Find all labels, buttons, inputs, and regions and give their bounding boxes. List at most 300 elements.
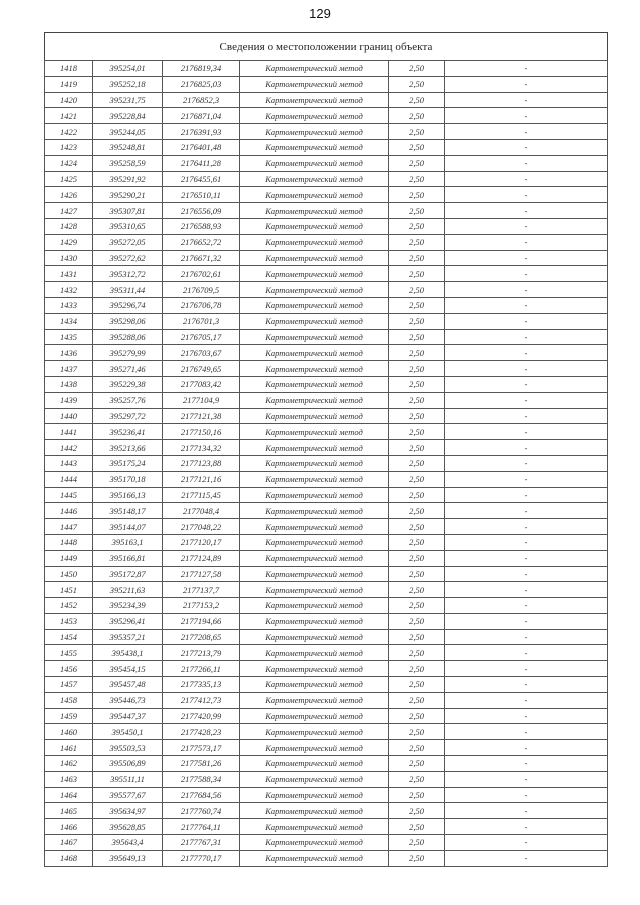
y-coordinate-cell: 2177335,13: [163, 677, 240, 693]
accuracy-cell: 2,50: [389, 440, 445, 456]
method-cell: Картометрический метод: [240, 803, 389, 819]
accuracy-cell: 2,50: [389, 361, 445, 377]
table-row: [45, 850, 608, 866]
description-cell: -: [445, 850, 608, 866]
point-number-cell: 1443: [45, 455, 93, 471]
accuracy-cell: 2,50: [389, 819, 445, 835]
accuracy-cell: 2,50: [389, 534, 445, 550]
method-cell: Картометрический метод: [240, 550, 389, 566]
point-number-cell: 1463: [45, 771, 93, 787]
method-cell: Картометрический метод: [240, 645, 389, 661]
point-number-cell: 1425: [45, 171, 93, 187]
x-coordinate-cell: 395296,41: [93, 613, 163, 629]
description-cell: -: [445, 313, 608, 329]
table-row: [45, 613, 608, 629]
method-cell: Картометрический метод: [240, 629, 389, 645]
point-number-cell: 1420: [45, 92, 93, 108]
y-coordinate-cell: 2177764,11: [163, 819, 240, 835]
y-coordinate-cell: 2177137,7: [163, 582, 240, 598]
table-row: [45, 203, 608, 219]
y-coordinate-cell: 2177412,73: [163, 692, 240, 708]
method-cell: Картометрический метод: [240, 598, 389, 614]
accuracy-cell: 2,50: [389, 835, 445, 851]
method-cell: Картометрический метод: [240, 124, 389, 140]
accuracy-cell: 2,50: [389, 92, 445, 108]
description-cell: -: [445, 266, 608, 282]
method-cell: Картометрический метод: [240, 218, 389, 234]
description-cell: -: [445, 740, 608, 756]
method-cell: Картометрический метод: [240, 408, 389, 424]
description-cell: -: [445, 92, 608, 108]
y-coordinate-cell: 2177123,88: [163, 455, 240, 471]
description-cell: -: [445, 61, 608, 77]
method-cell: Картометрический метод: [240, 61, 389, 77]
y-coordinate-cell: 2176701,3: [163, 313, 240, 329]
description-cell: -: [445, 629, 608, 645]
y-coordinate-cell: 2176706,78: [163, 297, 240, 313]
point-number-cell: 1453: [45, 613, 93, 629]
x-coordinate-cell: 395248,81: [93, 139, 163, 155]
description-cell: -: [445, 297, 608, 313]
description-cell: -: [445, 218, 608, 234]
y-coordinate-cell: 2177104,9: [163, 392, 240, 408]
x-coordinate-cell: 395213,66: [93, 440, 163, 456]
table-row: [45, 692, 608, 708]
y-coordinate-cell: 2177194,66: [163, 613, 240, 629]
x-coordinate-cell: 395457,48: [93, 677, 163, 693]
description-cell: -: [445, 550, 608, 566]
table-row: [45, 250, 608, 266]
method-cell: Картометрический метод: [240, 756, 389, 772]
table-row: [45, 61, 608, 77]
point-number-cell: 1428: [45, 218, 93, 234]
point-number-cell: 1437: [45, 361, 93, 377]
accuracy-cell: 2,50: [389, 408, 445, 424]
y-coordinate-cell: 2177573,17: [163, 740, 240, 756]
x-coordinate-cell: 395271,46: [93, 361, 163, 377]
boundary-table: [44, 60, 608, 867]
accuracy-cell: 2,50: [389, 187, 445, 203]
accuracy-cell: 2,50: [389, 740, 445, 756]
table-row: [45, 566, 608, 582]
x-coordinate-cell: 395511,11: [93, 771, 163, 787]
accuracy-cell: 2,50: [389, 724, 445, 740]
method-cell: Картометрический метод: [240, 503, 389, 519]
point-number-cell: 1445: [45, 487, 93, 503]
point-number-cell: 1440: [45, 408, 93, 424]
table-row: [45, 661, 608, 677]
method-cell: Картометрический метод: [240, 76, 389, 92]
method-cell: Картометрический метод: [240, 613, 389, 629]
y-coordinate-cell: 2177124,89: [163, 550, 240, 566]
method-cell: Картометрический метод: [240, 424, 389, 440]
table-row: [45, 519, 608, 535]
table-row: [45, 835, 608, 851]
y-coordinate-cell: 2176819,34: [163, 61, 240, 77]
x-coordinate-cell: 395307,81: [93, 203, 163, 219]
point-number-cell: 1423: [45, 139, 93, 155]
accuracy-cell: 2,50: [389, 61, 445, 77]
x-coordinate-cell: 395166,13: [93, 487, 163, 503]
accuracy-cell: 2,50: [389, 171, 445, 187]
accuracy-cell: 2,50: [389, 708, 445, 724]
table-row: [45, 645, 608, 661]
table-row: [45, 582, 608, 598]
point-number-cell: 1430: [45, 250, 93, 266]
table-row: [45, 677, 608, 693]
description-cell: -: [445, 724, 608, 740]
method-cell: Картометрический метод: [240, 787, 389, 803]
accuracy-cell: 2,50: [389, 613, 445, 629]
x-coordinate-cell: 395163,1: [93, 534, 163, 550]
table-title: Сведения о местоположении границ объекта: [44, 32, 608, 60]
point-number-cell: 1468: [45, 850, 93, 866]
y-coordinate-cell: 2177213,79: [163, 645, 240, 661]
table-row: [45, 708, 608, 724]
y-coordinate-cell: 2177083,42: [163, 376, 240, 392]
y-coordinate-cell: 2177760,74: [163, 803, 240, 819]
point-number-cell: 1464: [45, 787, 93, 803]
x-coordinate-cell: 395234,39: [93, 598, 163, 614]
table-row: [45, 756, 608, 772]
table-row: [45, 297, 608, 313]
table-row: [45, 740, 608, 756]
y-coordinate-cell: 2176871,04: [163, 108, 240, 124]
x-coordinate-cell: 395311,44: [93, 282, 163, 298]
table-row: [45, 345, 608, 361]
y-coordinate-cell: 2176705,17: [163, 329, 240, 345]
description-cell: -: [445, 234, 608, 250]
table-row: [45, 440, 608, 456]
method-cell: Картометрический метод: [240, 392, 389, 408]
description-cell: -: [445, 282, 608, 298]
x-coordinate-cell: 395244,05: [93, 124, 163, 140]
table-row: [45, 218, 608, 234]
point-number-cell: 1432: [45, 282, 93, 298]
description-cell: -: [445, 203, 608, 219]
description-cell: -: [445, 503, 608, 519]
accuracy-cell: 2,50: [389, 139, 445, 155]
method-cell: Картометрический метод: [240, 455, 389, 471]
accuracy-cell: 2,50: [389, 771, 445, 787]
y-coordinate-cell: 2177266,11: [163, 661, 240, 677]
point-number-cell: 1422: [45, 124, 93, 140]
accuracy-cell: 2,50: [389, 297, 445, 313]
point-number-cell: 1431: [45, 266, 93, 282]
y-coordinate-cell: 2177134,32: [163, 440, 240, 456]
table-row: [45, 629, 608, 645]
x-coordinate-cell: 395643,4: [93, 835, 163, 851]
table-row: [45, 124, 608, 140]
table-row: [45, 155, 608, 171]
description-cell: -: [445, 487, 608, 503]
table-row: [45, 534, 608, 550]
accuracy-cell: 2,50: [389, 787, 445, 803]
description-cell: -: [445, 187, 608, 203]
description-cell: -: [445, 471, 608, 487]
method-cell: Картометрический метод: [240, 250, 389, 266]
method-cell: Картометрический метод: [240, 329, 389, 345]
table-row: [45, 266, 608, 282]
method-cell: Картометрический метод: [240, 692, 389, 708]
point-number-cell: 1465: [45, 803, 93, 819]
x-coordinate-cell: 395297,72: [93, 408, 163, 424]
table-row: [45, 771, 608, 787]
description-cell: -: [445, 124, 608, 140]
accuracy-cell: 2,50: [389, 519, 445, 535]
point-number-cell: 1447: [45, 519, 93, 535]
method-cell: Картометрический метод: [240, 471, 389, 487]
x-coordinate-cell: 395503,53: [93, 740, 163, 756]
accuracy-cell: 2,50: [389, 471, 445, 487]
y-coordinate-cell: 2177208,65: [163, 629, 240, 645]
point-number-cell: 1438: [45, 376, 93, 392]
point-number-cell: 1442: [45, 440, 93, 456]
y-coordinate-cell: 2177770,17: [163, 850, 240, 866]
table-row: [45, 550, 608, 566]
accuracy-cell: 2,50: [389, 629, 445, 645]
description-cell: -: [445, 392, 608, 408]
table-row: [45, 787, 608, 803]
description-cell: -: [445, 756, 608, 772]
y-coordinate-cell: 2177588,34: [163, 771, 240, 787]
accuracy-cell: 2,50: [389, 582, 445, 598]
description-cell: -: [445, 329, 608, 345]
description-cell: -: [445, 661, 608, 677]
accuracy-cell: 2,50: [389, 661, 445, 677]
accuracy-cell: 2,50: [389, 598, 445, 614]
x-coordinate-cell: 395447,37: [93, 708, 163, 724]
table-row: [45, 361, 608, 377]
boundary-table-body: [45, 61, 608, 867]
x-coordinate-cell: 395229,38: [93, 376, 163, 392]
description-cell: -: [445, 645, 608, 661]
table-row: [45, 471, 608, 487]
accuracy-cell: 2,50: [389, 218, 445, 234]
method-cell: Картометрический метод: [240, 661, 389, 677]
x-coordinate-cell: 395231,75: [93, 92, 163, 108]
y-coordinate-cell: 2176652,72: [163, 234, 240, 250]
x-coordinate-cell: 395291,92: [93, 171, 163, 187]
x-coordinate-cell: 395312,72: [93, 266, 163, 282]
method-cell: Картометрический метод: [240, 187, 389, 203]
accuracy-cell: 2,50: [389, 313, 445, 329]
point-number-cell: 1460: [45, 724, 93, 740]
accuracy-cell: 2,50: [389, 455, 445, 471]
accuracy-cell: 2,50: [389, 566, 445, 582]
y-coordinate-cell: 2176709,5: [163, 282, 240, 298]
y-coordinate-cell: 2177153,2: [163, 598, 240, 614]
point-number-cell: 1441: [45, 424, 93, 440]
table-row: [45, 139, 608, 155]
description-cell: -: [445, 787, 608, 803]
method-cell: Картометрический метод: [240, 313, 389, 329]
x-coordinate-cell: 395272,62: [93, 250, 163, 266]
point-number-cell: 1451: [45, 582, 93, 598]
point-number-cell: 1434: [45, 313, 93, 329]
accuracy-cell: 2,50: [389, 345, 445, 361]
page-number: 129: [309, 6, 331, 21]
description-cell: -: [445, 819, 608, 835]
table-row: [45, 187, 608, 203]
method-cell: Картометрический метод: [240, 234, 389, 250]
method-cell: Картометрический метод: [240, 155, 389, 171]
point-number-cell: 1462: [45, 756, 93, 772]
y-coordinate-cell: 2176671,32: [163, 250, 240, 266]
x-coordinate-cell: 395148,17: [93, 503, 163, 519]
accuracy-cell: 2,50: [389, 392, 445, 408]
method-cell: Картометрический метод: [240, 92, 389, 108]
x-coordinate-cell: 395166,81: [93, 550, 163, 566]
y-coordinate-cell: 2177767,31: [163, 835, 240, 851]
method-cell: Картометрический метод: [240, 566, 389, 582]
description-cell: -: [445, 424, 608, 440]
x-coordinate-cell: 395144,07: [93, 519, 163, 535]
x-coordinate-cell: 395296,74: [93, 297, 163, 313]
x-coordinate-cell: 395236,41: [93, 424, 163, 440]
y-coordinate-cell: 2177115,45: [163, 487, 240, 503]
x-coordinate-cell: 395172,87: [93, 566, 163, 582]
point-number-cell: 1466: [45, 819, 93, 835]
y-coordinate-cell: 2176411,28: [163, 155, 240, 171]
method-cell: Картометрический метод: [240, 282, 389, 298]
point-number-cell: 1444: [45, 471, 93, 487]
method-cell: Картометрический метод: [240, 519, 389, 535]
accuracy-cell: 2,50: [389, 266, 445, 282]
boundary-table-sheet: [44, 32, 608, 867]
table-row: [45, 171, 608, 187]
y-coordinate-cell: 2176510,11: [163, 187, 240, 203]
description-cell: -: [445, 155, 608, 171]
point-number-cell: 1421: [45, 108, 93, 124]
description-cell: -: [445, 692, 608, 708]
accuracy-cell: 2,50: [389, 850, 445, 866]
method-cell: Картометрический метод: [240, 171, 389, 187]
x-coordinate-cell: 395298,06: [93, 313, 163, 329]
table-row: [45, 598, 608, 614]
description-cell: -: [445, 345, 608, 361]
table-row: [45, 392, 608, 408]
point-number-cell: 1458: [45, 692, 93, 708]
x-coordinate-cell: 395290,21: [93, 187, 163, 203]
table-row: [45, 376, 608, 392]
accuracy-cell: 2,50: [389, 550, 445, 566]
table-row: [45, 803, 608, 819]
description-cell: -: [445, 139, 608, 155]
x-coordinate-cell: 395279,99: [93, 345, 163, 361]
description-cell: -: [445, 582, 608, 598]
y-coordinate-cell: 2177684,56: [163, 787, 240, 803]
method-cell: Картометрический метод: [240, 361, 389, 377]
point-number-cell: 1446: [45, 503, 93, 519]
y-coordinate-cell: 2177048,22: [163, 519, 240, 535]
point-number-cell: 1456: [45, 661, 93, 677]
y-coordinate-cell: 2177121,38: [163, 408, 240, 424]
method-cell: Картометрический метод: [240, 724, 389, 740]
x-coordinate-cell: 395628,85: [93, 819, 163, 835]
method-cell: Картометрический метод: [240, 139, 389, 155]
x-coordinate-cell: 395310,65: [93, 218, 163, 234]
method-cell: Картометрический метод: [240, 740, 389, 756]
y-coordinate-cell: 2176588,93: [163, 218, 240, 234]
method-cell: Картометрический метод: [240, 440, 389, 456]
y-coordinate-cell: 2176401,48: [163, 139, 240, 155]
method-cell: Картометрический метод: [240, 108, 389, 124]
table-row: [45, 92, 608, 108]
table-row: [45, 724, 608, 740]
description-cell: -: [445, 803, 608, 819]
description-cell: -: [445, 361, 608, 377]
point-number-cell: 1429: [45, 234, 93, 250]
description-cell: -: [445, 171, 608, 187]
description-cell: -: [445, 534, 608, 550]
y-coordinate-cell: 2177420,99: [163, 708, 240, 724]
accuracy-cell: 2,50: [389, 692, 445, 708]
point-number-cell: 1419: [45, 76, 93, 92]
description-cell: -: [445, 835, 608, 851]
description-cell: -: [445, 566, 608, 582]
point-number-cell: 1459: [45, 708, 93, 724]
y-coordinate-cell: 2177127,58: [163, 566, 240, 582]
description-cell: -: [445, 598, 608, 614]
y-coordinate-cell: 2177121,16: [163, 471, 240, 487]
accuracy-cell: 2,50: [389, 108, 445, 124]
y-coordinate-cell: 2176703,67: [163, 345, 240, 361]
y-coordinate-cell: 2176391,93: [163, 124, 240, 140]
y-coordinate-cell: 2176556,09: [163, 203, 240, 219]
method-cell: Картометрический метод: [240, 582, 389, 598]
method-cell: Картометрический метод: [240, 835, 389, 851]
accuracy-cell: 2,50: [389, 677, 445, 693]
description-cell: -: [445, 677, 608, 693]
method-cell: Картометрический метод: [240, 203, 389, 219]
point-number-cell: 1452: [45, 598, 93, 614]
method-cell: Картометрический метод: [240, 266, 389, 282]
description-cell: -: [445, 519, 608, 535]
point-number-cell: 1426: [45, 187, 93, 203]
x-coordinate-cell: 395506,89: [93, 756, 163, 772]
point-number-cell: 1448: [45, 534, 93, 550]
y-coordinate-cell: 2177150,16: [163, 424, 240, 440]
y-coordinate-cell: 2176455,61: [163, 171, 240, 187]
point-number-cell: 1450: [45, 566, 93, 582]
point-number-cell: 1418: [45, 61, 93, 77]
table-row: [45, 313, 608, 329]
x-coordinate-cell: 395446,73: [93, 692, 163, 708]
accuracy-cell: 2,50: [389, 424, 445, 440]
point-number-cell: 1457: [45, 677, 93, 693]
x-coordinate-cell: 395272,05: [93, 234, 163, 250]
table-row: [45, 819, 608, 835]
accuracy-cell: 2,50: [389, 155, 445, 171]
point-number-cell: 1435: [45, 329, 93, 345]
description-cell: -: [445, 376, 608, 392]
y-coordinate-cell: 2176702,61: [163, 266, 240, 282]
point-number-cell: 1454: [45, 629, 93, 645]
accuracy-cell: 2,50: [389, 376, 445, 392]
x-coordinate-cell: 395258,59: [93, 155, 163, 171]
description-cell: -: [445, 76, 608, 92]
x-coordinate-cell: 395175,24: [93, 455, 163, 471]
x-coordinate-cell: 395288,06: [93, 329, 163, 345]
point-number-cell: 1436: [45, 345, 93, 361]
method-cell: Картометрический метод: [240, 345, 389, 361]
point-number-cell: 1467: [45, 835, 93, 851]
accuracy-cell: 2,50: [389, 250, 445, 266]
accuracy-cell: 2,50: [389, 756, 445, 772]
method-cell: Картометрический метод: [240, 376, 389, 392]
method-cell: Картометрический метод: [240, 819, 389, 835]
